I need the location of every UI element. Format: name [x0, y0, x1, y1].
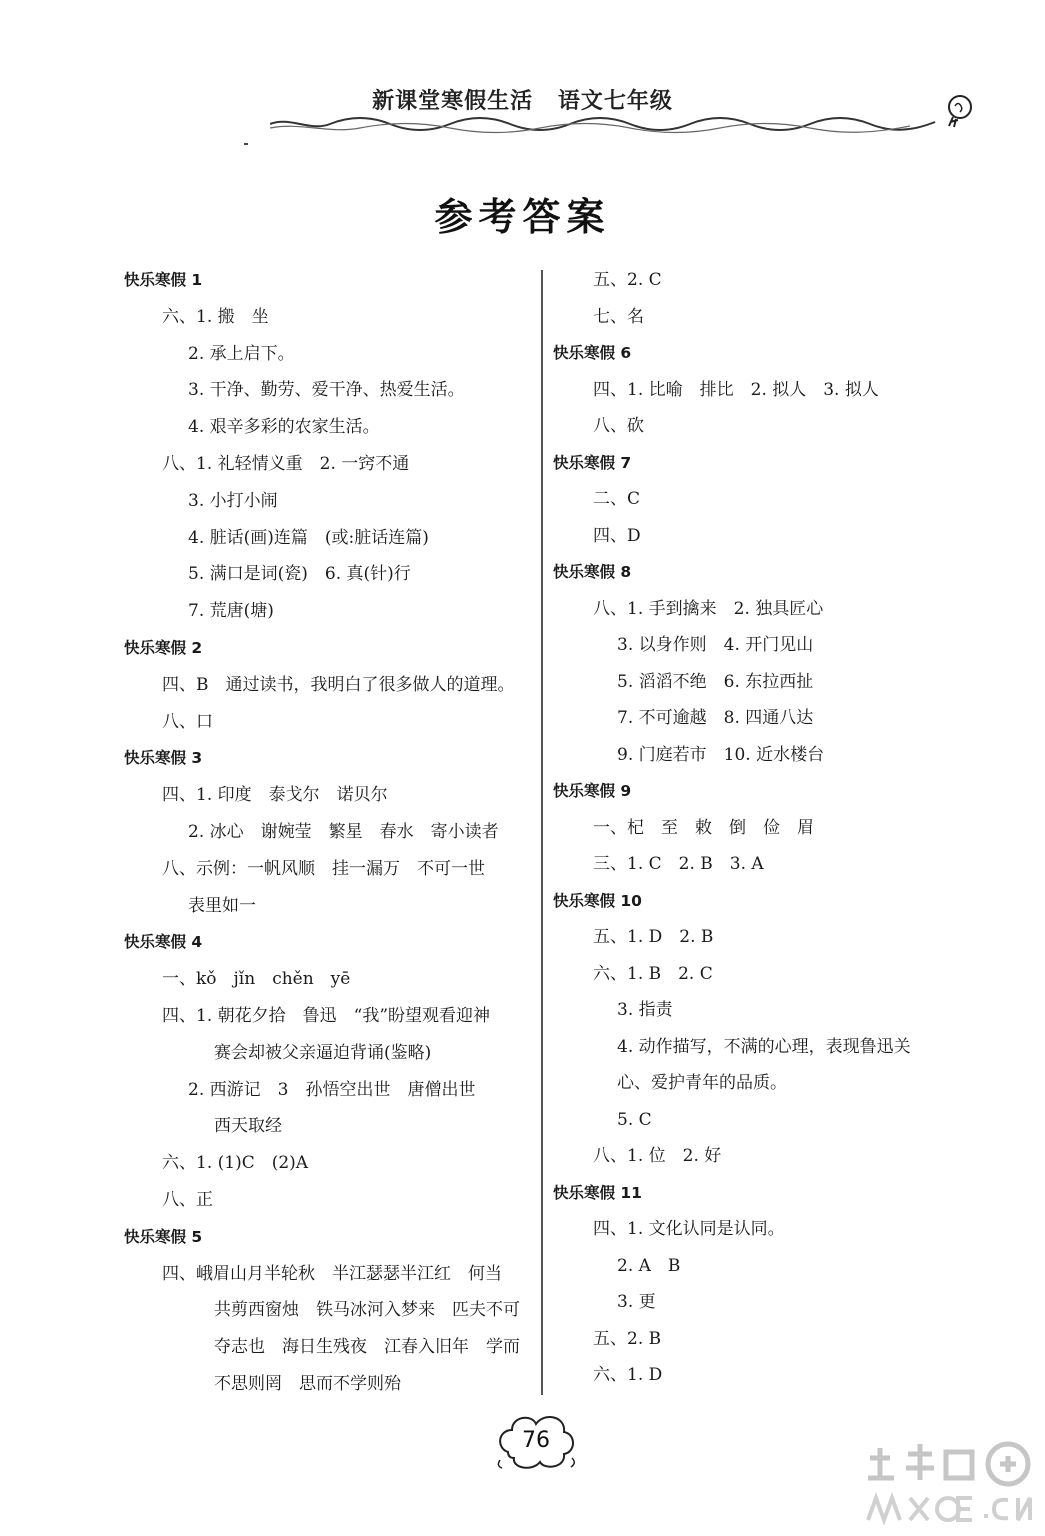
answer-line: 3. 干净、勤劳、爱干净、热爱生活。: [188, 380, 465, 401]
section-heading: 快乐寒假 9: [553, 782, 632, 800]
section-heading: 快乐寒假 5: [124, 1227, 203, 1246]
answer-line: 共剪西窗烛 铁马冰河入梦来 匹夫不可: [214, 1300, 520, 1321]
answer-line: 八、1. 位 2. 好: [593, 1146, 722, 1166]
column-divider: [541, 270, 543, 1395]
answer-line: 八、口: [162, 711, 213, 732]
answer-line: 一、kǒ jǐn chěn yē: [162, 969, 351, 990]
answer-line: 5. C: [617, 1109, 652, 1130]
answer-line: 六、1. D: [593, 1365, 663, 1385]
answer-line: 3. 小打小闹: [188, 490, 278, 511]
answer-line: 2. 冰心 谢婉莹 繁星 春水 寄小读者: [188, 821, 499, 842]
answer-line: 夺志也 海日生残夜 江春入旧年 学而: [214, 1337, 520, 1358]
answer-line: 心、爱护青年的品质。: [617, 1073, 787, 1093]
answer-line: 八、1. 手到擒来 2. 独具匠心: [593, 598, 824, 619]
answer-line: 2. 承上启下。: [188, 343, 295, 364]
answer-line: 四、1. 文化认同是认同。: [593, 1219, 785, 1239]
section-heading: 快乐寒假 1: [124, 271, 203, 289]
lightbulb-icon: [942, 92, 976, 132]
answer-line: 八、砍: [593, 416, 644, 436]
answer-line: 四、1. 比喻 排比 2. 拟人 3. 拟人: [593, 379, 879, 400]
section-heading: 快乐寒假 8: [553, 563, 632, 581]
answer-line: 五、2. B: [593, 1328, 662, 1349]
answer-line: 六、1. (1)C (2)A: [162, 1153, 309, 1174]
answer-line: 4. 艰辛多彩的农家生活。: [188, 417, 380, 438]
answer-line: 五、2. C: [593, 270, 662, 290]
answer-line: 五、1. D 2. B: [593, 927, 714, 947]
answer-line: 八、1. 礼轻情义重 2. 一窍不通: [162, 453, 410, 474]
section-heading: 快乐寒假 7: [553, 453, 632, 472]
answer-line: 六、1. B 2. C: [593, 963, 713, 984]
answer-line: 三、1. C 2. B 3. A: [593, 854, 764, 874]
section-heading: 快乐寒假 3: [124, 749, 203, 768]
answer-line: 4. 脏话(画)连篇 (或:脏话连篇): [188, 527, 429, 548]
answer-line: 7. 荒唐(塘): [188, 601, 274, 622]
page-number: 76: [522, 1428, 550, 1453]
answer-line: 赛会却被父亲逼迫背诵(鉴略): [214, 1042, 432, 1063]
answer-line: 7. 不可逾越 8. 四通八达: [617, 708, 814, 728]
answer-line: 表里如一: [188, 895, 256, 916]
section-heading: 快乐寒假 4: [124, 933, 203, 952]
answer-line: 四、B 通过读书，我明白了很多做人的道理。: [162, 674, 515, 695]
answer-line: 3. 指责: [617, 1000, 673, 1020]
answer-line: 六、1. 搬 坐: [162, 306, 269, 327]
section-heading: 快乐寒假 11: [553, 1183, 642, 1202]
left-answer-column: [124, 262, 534, 1403]
subject-grade: 语文七年级: [557, 89, 673, 114]
answer-line: 八、示例：一帆风顺 挂一漏万 不可一世: [162, 858, 485, 879]
answer-line: 5. 滔滔不绝 6. 东拉西扯: [617, 671, 814, 692]
section-heading: 快乐寒假 6: [553, 344, 632, 362]
answer-line: 9. 门庭若市 10. 近水楼台: [617, 744, 825, 765]
answer-line: 八、正: [162, 1189, 213, 1210]
answer-line: 四、1. 朝花夕拾 鲁迅 “我”盼望观看迎神: [162, 1005, 491, 1026]
wave-rule-decoration: [270, 110, 950, 140]
answer-line: 2. A B: [617, 1255, 681, 1276]
answer-line: 5. 满口是词(瓷) 6. 真(针)行: [188, 564, 411, 585]
answer-line: 七、名: [593, 306, 644, 327]
answer-line: 4. 动作描写，不满的心理，表现鲁迅关: [617, 1036, 911, 1057]
section-heading: 快乐寒假 10: [553, 891, 642, 910]
page-title: 参考答案: [434, 195, 611, 239]
answer-line: 2. 西游记 3 孙悟空出世 唐僧出世: [188, 1079, 476, 1100]
answer-line: 西天取经: [214, 1116, 282, 1137]
watermark-logo: [860, 1438, 1040, 1530]
answer-line: 四、峨眉山月半轮秋 半江瑟瑟半江红 何当: [162, 1263, 502, 1284]
answer-line: 3. 更: [617, 1292, 656, 1312]
section-heading: 快乐寒假 2: [124, 638, 203, 657]
answer-line: 四、D: [593, 525, 641, 546]
ink-dot: [244, 143, 248, 145]
answer-line: 不思则罔 思而不学则殆: [214, 1373, 401, 1394]
answer-line: 四、1. 印度 泰戈尔 诺贝尔: [162, 785, 388, 806]
right-answer-column: [553, 262, 993, 1394]
answer-line: 一、杞 至 敕 倒 俭 眉: [593, 817, 814, 838]
answer-line: 3. 以身作则 4. 开门见山: [617, 635, 814, 655]
answer-line: 二、C: [593, 489, 641, 509]
book-title: 新课堂寒假生活: [372, 89, 534, 114]
